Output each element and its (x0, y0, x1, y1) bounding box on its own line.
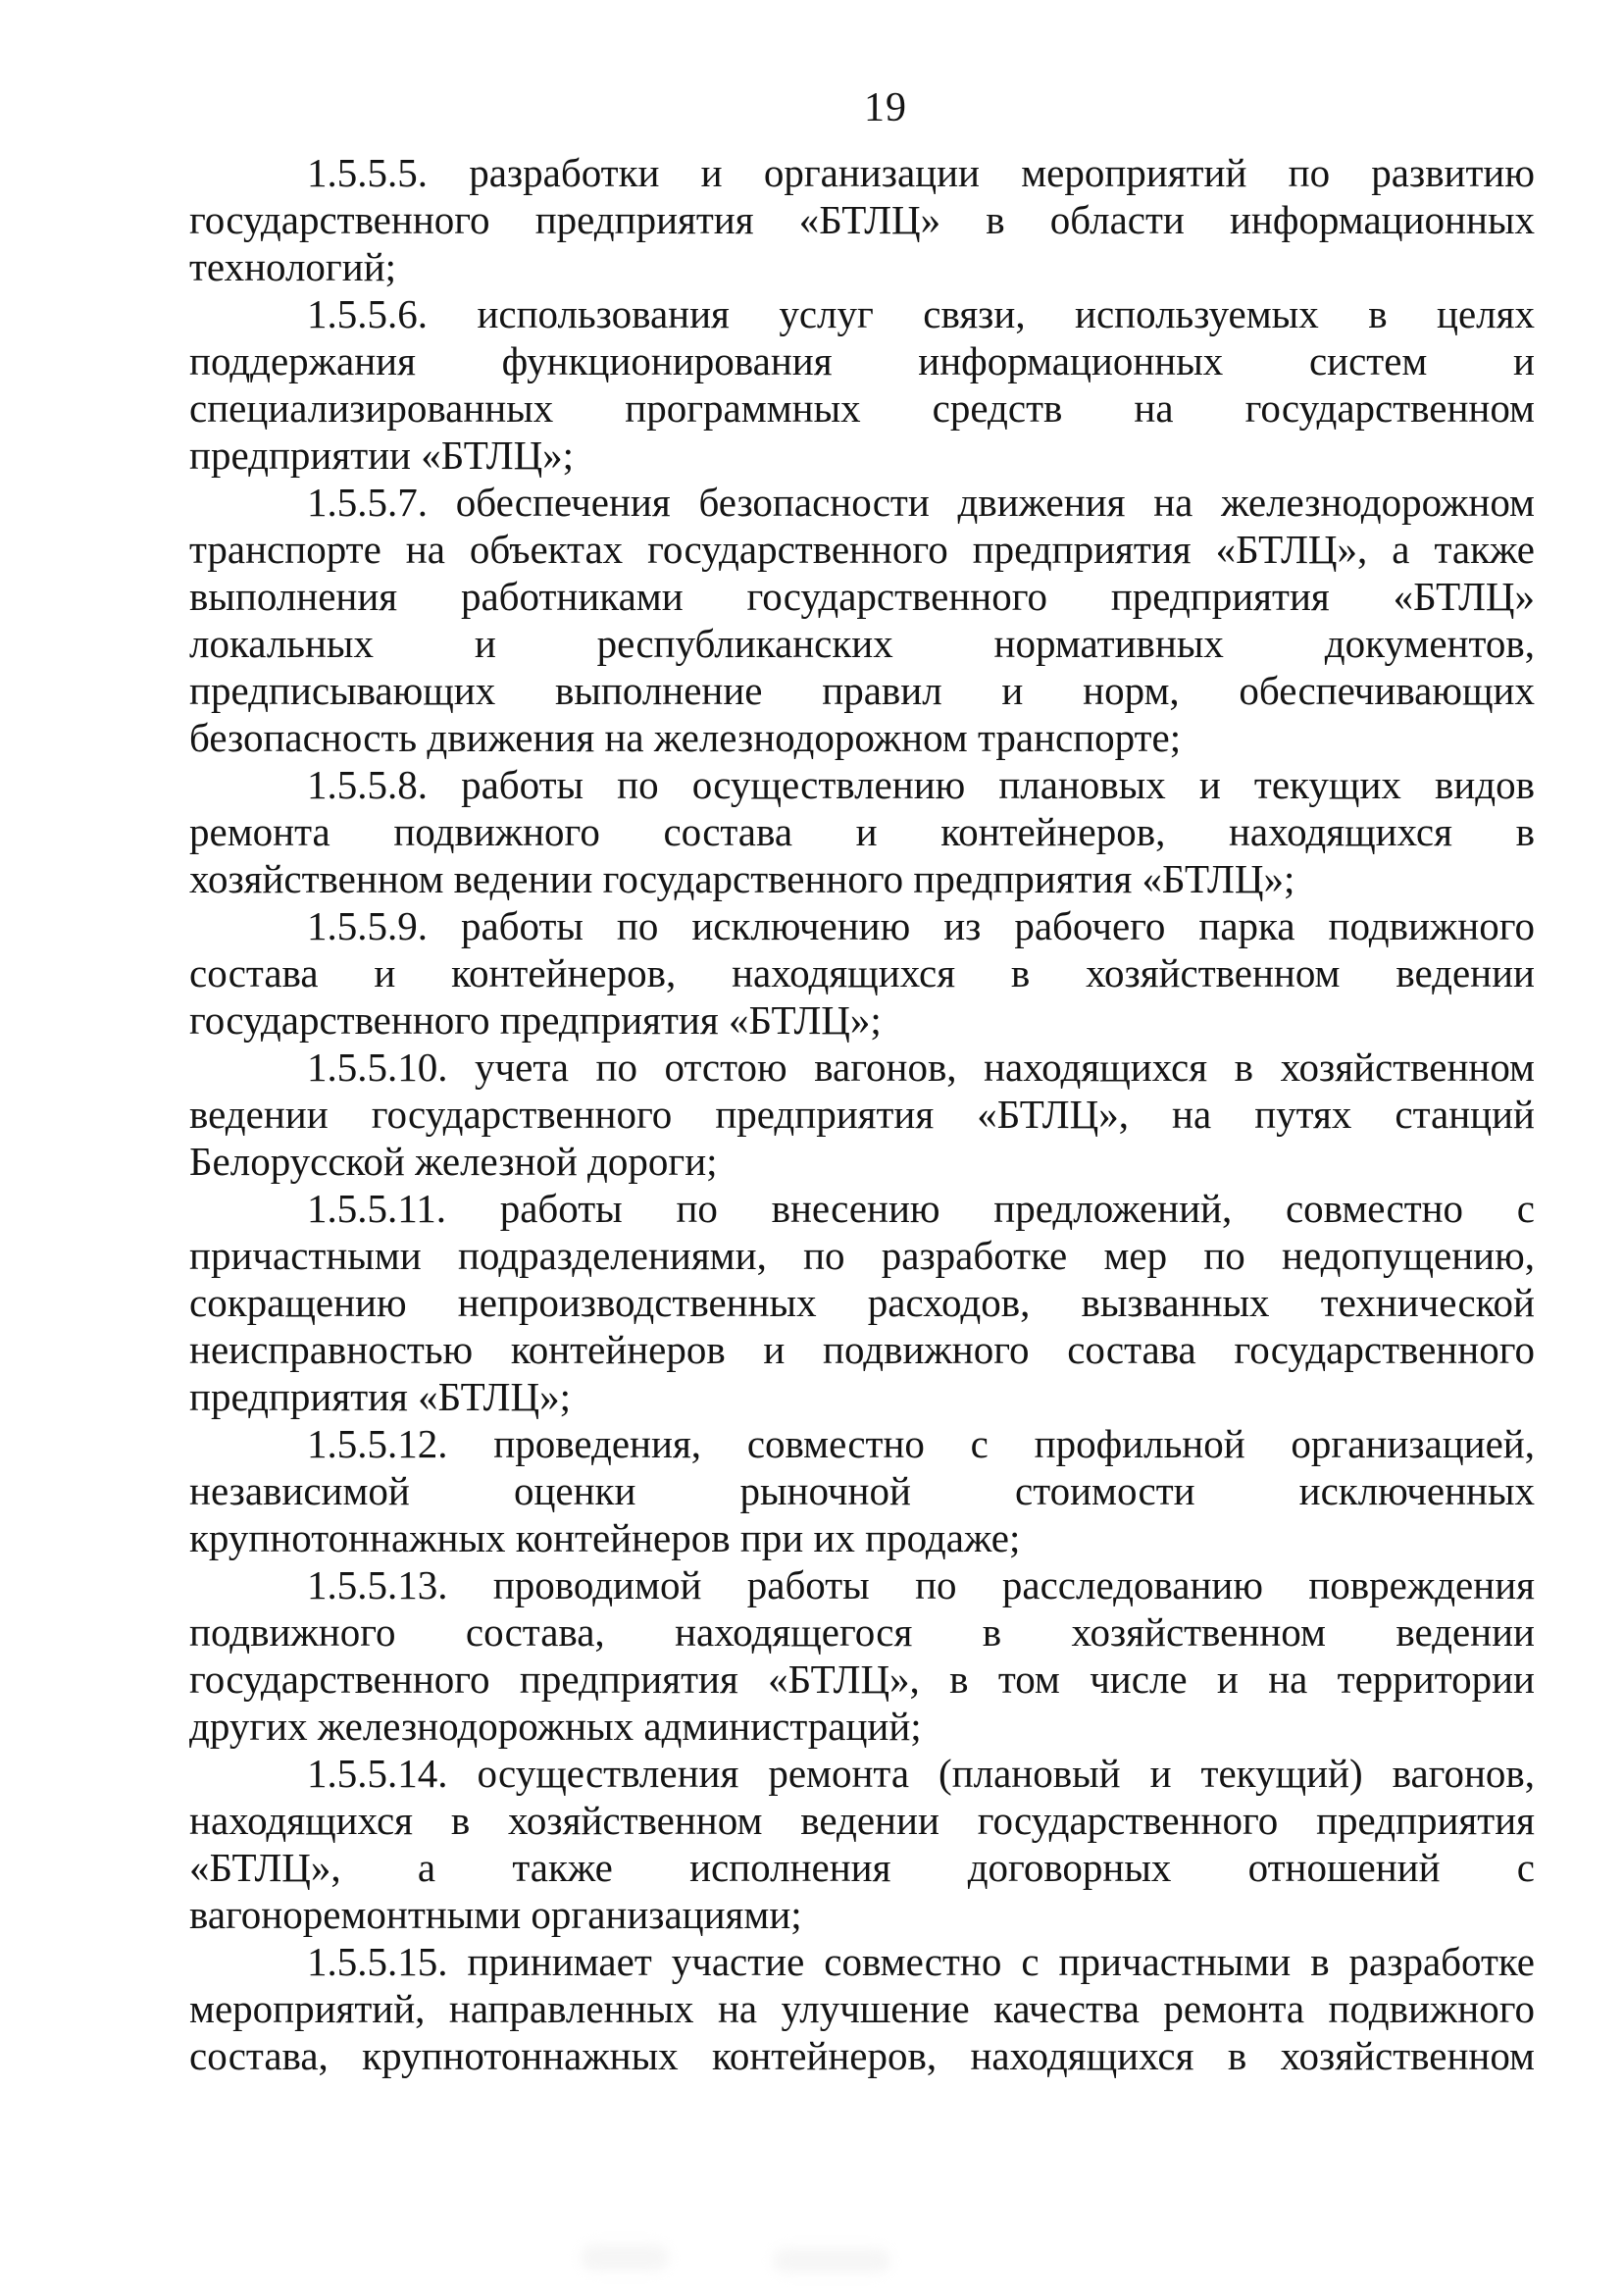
paragraph-1-5-5-12 (189, 1420, 1535, 1561)
text-line: сокращению непроизводственных расходов, вызванных технической (189, 1280, 1535, 1325)
text-line: мероприятий, направленных на улучшение качества ремонта подвижного (189, 1986, 1535, 2031)
text-line: причастными подразделениями, по разработке мер по недопущению, (189, 1233, 1535, 1278)
text-line: хозяйственном ведении государственного предприятия «БТЛЦ»; (189, 856, 1295, 901)
paragraph-1-5-5-5 (189, 149, 1535, 290)
text-line: технологий; (189, 244, 397, 289)
paragraph-1-5-5-7 (189, 479, 1535, 761)
paragraph-1-5-5-11 (189, 1185, 1535, 1420)
text-line: ведении государственного предприятия «БТЛЦ», на путях станций (189, 1092, 1535, 1137)
text-line: 1.5.5.14. осуществления ремонта (плановый и текущий) вагонов, (307, 1751, 1535, 1796)
text-line: состава и контейнеров, находящихся в хозяйственном ведении (189, 950, 1535, 995)
text-line: 1.5.5.7. обеспечения безопасности движения на железнодорожном (307, 480, 1535, 525)
text-line: 1.5.5.12. проведения, совместно с профильной организацией, (307, 1421, 1535, 1466)
text-line: транспорте на объектах государственного предприятия «БТЛЦ», а также (189, 527, 1535, 572)
text-line: государственного предприятия «БТЛЦ»; (189, 997, 882, 1043)
document-body (189, 149, 1535, 2079)
text-line: ремонта подвижного состава и контейнеров, находящихся в (189, 809, 1535, 854)
text-line: 1.5.5.15. принимает участие совместно с причастными в разработке (307, 1939, 1535, 1984)
text-line: государственного предприятия «БТЛЦ» в области информационных (189, 197, 1535, 242)
text-line: «БТЛЦ», а также исполнения договорных отношений с (189, 1845, 1535, 1890)
paragraph-1-5-5-10 (189, 1044, 1535, 1185)
text-line: 1.5.5.6. использования услуг связи, используемых в целях (307, 291, 1535, 336)
text-line: 1.5.5.9. работы по исключению из рабочего парка подвижного (307, 903, 1535, 948)
scan-smudge (773, 2248, 890, 2273)
text-line: состава, крупнотоннажных контейнеров, находящихся в хозяйственном (189, 2033, 1535, 2078)
text-line: 1.5.5.8. работы по осуществлению плановых и текущих видов (307, 762, 1535, 807)
scan-smudge (581, 2244, 669, 2271)
text-line: находящихся в хозяйственном ведении государственного предприятия (189, 1798, 1535, 1843)
paragraph-1-5-5-8 (189, 761, 1535, 902)
paragraph-1-5-5-9 (189, 902, 1535, 1044)
text-line: безопасность движения на железнодорожном транспорте; (189, 715, 1182, 760)
text-line: поддержания функционирования информационных систем и (189, 338, 1535, 383)
text-line: Белорусской железной дороги; (189, 1139, 718, 1184)
paragraph-1-5-5-6 (189, 290, 1535, 479)
text-line: специализированных программных средств на государственном (189, 385, 1535, 431)
text-line: вагоноремонтными организациями; (189, 1892, 802, 1937)
text-line: выполнения работниками государственного предприятия «БТЛЦ» (189, 574, 1535, 619)
text-line: 1.5.5.11. работы по внесению предложений, совместно с (307, 1186, 1535, 1231)
text-line: предписывающих выполнение правил и норм, обеспечивающих (189, 668, 1535, 713)
paragraph-1-5-5-14 (189, 1750, 1535, 1938)
paragraph-1-5-5-13 (189, 1561, 1535, 1750)
page-number: 19 (864, 85, 907, 130)
text-line: государственного предприятия «БТЛЦ», в том числе и на территории (189, 1657, 1535, 1702)
text-line: 1.5.5.10. учета по отстою вагонов, находящихся в хозяйственном (307, 1045, 1535, 1090)
text-line: независимой оценки рыночной стоимости исключенных (189, 1468, 1535, 1513)
text-line: неисправностью контейнеров и подвижного состава государственного (189, 1327, 1535, 1372)
paragraph-1-5-5-15 (189, 1938, 1535, 2079)
text-line: крупнотоннажных контейнеров при их продаже; (189, 1515, 1021, 1560)
text-line: предприятия «БТЛЦ»; (189, 1374, 571, 1419)
text-line: других железнодорожных администраций; (189, 1704, 922, 1749)
text-line: предприятии «БТЛЦ»; (189, 433, 575, 478)
text-line: локальных и республиканских нормативных документов, (189, 621, 1535, 666)
text-line: 1.5.5.5. разработки и организации мероприятий по развитию (307, 150, 1535, 195)
text-line: 1.5.5.13. проводимой работы по расследованию повреждения (307, 1562, 1535, 1607)
text-line: подвижного состава, находящегося в хозяйственном ведении (189, 1609, 1535, 1655)
